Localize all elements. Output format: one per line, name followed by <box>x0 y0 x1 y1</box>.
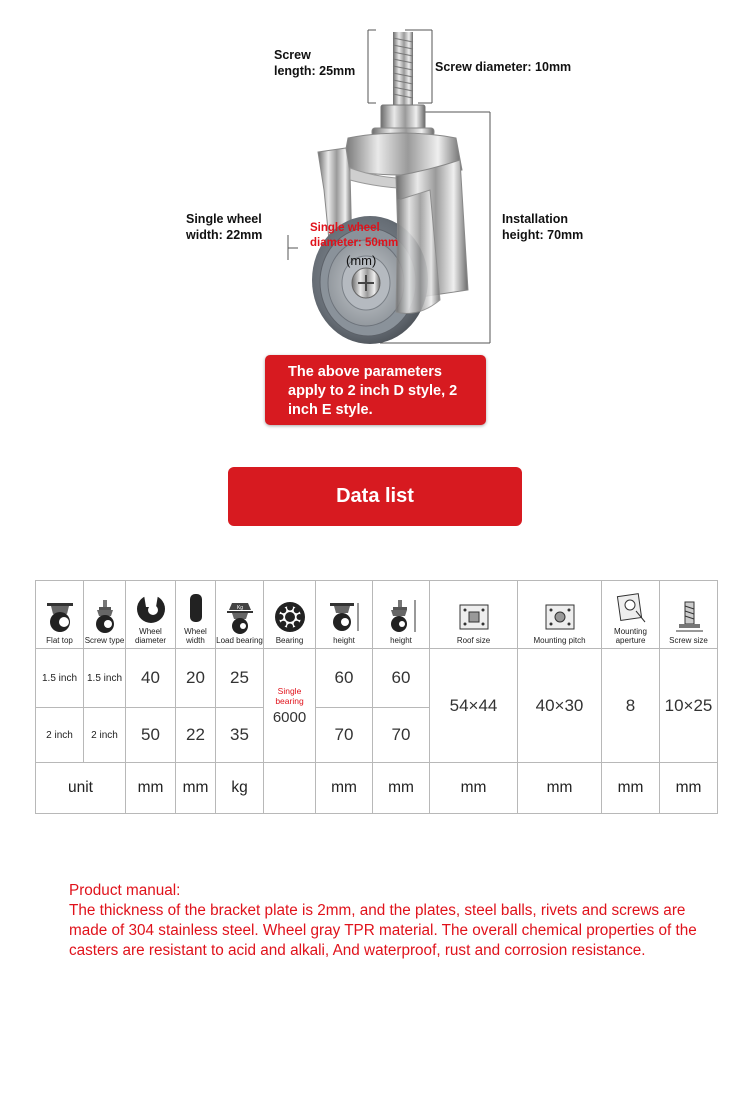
roof-size-cell-value: 54×44 <box>449 695 498 715</box>
unit-cell <box>175 762 216 814</box>
table-cell-value: 70 <box>391 725 411 744</box>
parameters-notice <box>265 355 486 425</box>
mounting-pitch-icon <box>543 600 577 634</box>
table-cell <box>372 648 430 708</box>
spec-table <box>35 580 717 813</box>
mounting-aperture-cell-value: 8 <box>625 695 636 715</box>
table-cell-value: 60 <box>391 668 411 687</box>
table-cell <box>83 707 126 763</box>
header-cell <box>517 580 602 649</box>
table-cell-value: 25 <box>230 668 249 687</box>
header-cell <box>429 580 518 649</box>
header-cell <box>215 580 264 649</box>
unit-value: mm <box>331 779 357 796</box>
header-label: Screw type <box>84 636 125 645</box>
table-cell <box>175 648 216 708</box>
header-label: Flat top <box>46 636 73 645</box>
table-cell <box>315 648 373 708</box>
unit-cell <box>35 762 126 814</box>
header-label: Bearing <box>275 636 304 645</box>
mounting-aperture-icon <box>614 591 648 625</box>
unit-value: mm <box>460 779 487 796</box>
screw-height-icon <box>384 600 418 634</box>
unit-cell <box>315 762 373 814</box>
unit-cell <box>601 762 660 814</box>
table-cell <box>175 707 216 763</box>
unit-value: mm <box>675 779 702 796</box>
header-label: Wheel diameter <box>134 627 167 645</box>
product-manual <box>69 881 699 961</box>
table-cell-value: 1.5 inch <box>86 672 123 684</box>
table-cell-value: 2 inch <box>46 729 73 741</box>
mounting-pitch-cell <box>517 648 602 763</box>
unit-value: kg <box>231 779 248 796</box>
header-cell <box>175 580 216 649</box>
unit-value: mm <box>546 779 573 796</box>
table-cell-value: 22 <box>186 725 205 744</box>
flat-top-height-icon <box>327 600 361 634</box>
header-cell <box>372 580 430 649</box>
header-cell <box>35 580 84 649</box>
installation-height-label: Installation height: 70mm <box>502 212 584 242</box>
table-cell-value: 60 <box>334 668 354 687</box>
unit-cell <box>517 762 602 814</box>
header-label: Wheel width <box>184 627 207 645</box>
unit-cell <box>215 762 264 814</box>
header-label: Load bearing <box>216 636 263 645</box>
table-cell <box>83 648 126 708</box>
unit-value: unit <box>68 779 93 796</box>
unit-cell <box>263 762 316 814</box>
table-cell-value: 35 <box>230 725 249 744</box>
header-label: Mounting pitch <box>533 636 586 645</box>
header-cell <box>83 580 126 649</box>
mounting-pitch-cell-value: 40×30 <box>535 695 584 715</box>
table-cell-value: 2 inch <box>91 729 118 741</box>
wheel-width-icon <box>179 591 213 625</box>
unit-cell <box>125 762 176 814</box>
table-cell <box>35 648 84 708</box>
manual-title: Product manual: <box>69 882 181 899</box>
header-label: Screw size <box>669 636 708 645</box>
table-cell <box>125 707 176 763</box>
unit-cell <box>659 762 718 814</box>
wheel-diameter-label: Single wheel diameter: 50mm <box>310 222 399 249</box>
roof-size-cell <box>429 648 518 763</box>
header-cell <box>125 580 176 649</box>
flat-top-caster-icon <box>43 600 77 634</box>
header-cell <box>659 580 718 649</box>
parameters-notice-text: The above parameters apply to 2 inch D style, 2 inch E style. <box>288 364 458 418</box>
table-cell-value: 70 <box>334 725 354 744</box>
data-list-title: Data list <box>336 485 414 507</box>
bearing-note: Single bearing <box>275 685 304 706</box>
product-illustration <box>0 0 750 440</box>
bearing-icon <box>273 600 307 634</box>
table-cell-value: 20 <box>186 668 205 687</box>
header-label: height <box>390 636 412 645</box>
wheel-width-label: Single wheel width: 22mm <box>186 212 263 242</box>
bearing-cell <box>263 648 316 763</box>
roof-size-icon <box>457 600 491 634</box>
bearing-value: 6000 <box>272 708 307 726</box>
svg-text:Kg: Kg <box>236 605 243 611</box>
mounting-aperture-cell <box>601 648 660 763</box>
table-cell-value: 40 <box>141 668 160 687</box>
table-cell-value: 1.5 inch <box>41 672 78 684</box>
data-list-banner <box>228 467 522 526</box>
header-cell <box>263 580 316 649</box>
load-weight-icon <box>223 600 257 634</box>
header-label: Mounting aperture <box>614 627 647 645</box>
table-cell <box>315 707 373 763</box>
table-cell <box>215 707 264 763</box>
unit-cell <box>429 762 518 814</box>
manual-body: The thickness of the bracket plate is 2mm, and the plates, steel balls, rivets and screws are made of 304 stainless steel. Wheel gray TPR material. The overall chemical properties of the casters are resistant to acid and alkali, And waterproof, rust and corrosion resistance. <box>69 902 697 959</box>
unit-value: mm <box>137 779 164 796</box>
unit-hint: (mm) <box>346 253 377 268</box>
screw-diameter-label: Screw diameter: 10mm <box>435 60 572 74</box>
header-label: height <box>333 636 355 645</box>
table-cell-value: 50 <box>141 725 160 744</box>
header-cell <box>601 580 660 649</box>
table-cell <box>215 648 264 708</box>
unit-cell <box>372 762 430 814</box>
unit-value: mm <box>182 779 209 796</box>
table-cell <box>372 707 430 763</box>
screw-size-icon <box>672 600 706 634</box>
header-label: Roof size <box>456 636 491 645</box>
screw-caster-icon <box>88 600 122 634</box>
screw-size-cell <box>659 648 718 763</box>
wheel-diameter-icon <box>134 591 168 625</box>
unit-value: mm <box>388 779 414 796</box>
screw-length-label: Screw length: 25mm <box>274 48 356 78</box>
table-cell <box>125 648 176 708</box>
screw-size-cell-value: 10×25 <box>664 695 713 715</box>
table-cell <box>35 707 84 763</box>
header-cell <box>315 580 373 649</box>
unit-value: mm <box>617 779 644 796</box>
